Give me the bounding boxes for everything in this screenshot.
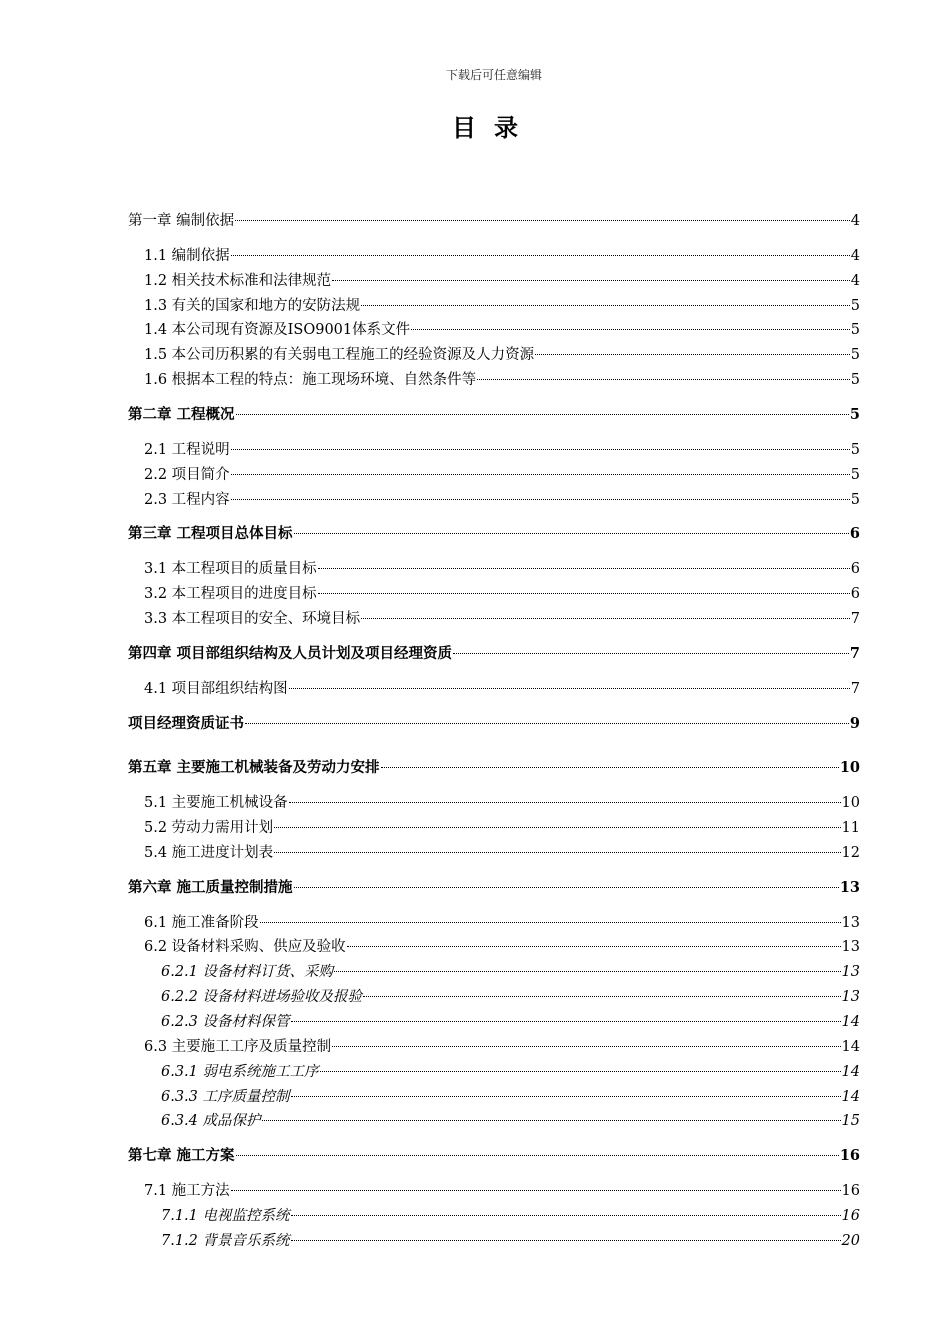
- toc-dot-leader: [236, 414, 849, 415]
- toc-entry-label: 1.3 有关的国家和地方的安防法规: [144, 297, 361, 314]
- toc-dot-leader: [334, 971, 841, 972]
- toc-dot-leader: [231, 499, 850, 500]
- toc-entry[interactable]: [144, 818, 860, 838]
- toc-entry[interactable]: [128, 644, 860, 664]
- toc-entry[interactable]: [144, 345, 860, 365]
- toc-dot-leader: [381, 767, 839, 768]
- toc-entry[interactable]: [128, 714, 860, 734]
- toc-entry-label: 第一章 编制依据: [128, 213, 235, 229]
- toc-entry-label: 6.3.3 工序质量控制: [161, 1088, 290, 1105]
- toc-entry-page: 5: [850, 491, 860, 508]
- toc-entry-label: 2.1 工程说明: [144, 441, 230, 458]
- toc-dot-leader: [291, 1096, 841, 1097]
- toc-dot-leader: [231, 449, 850, 450]
- toc-entry-label: 第七章 施工方案: [128, 1147, 235, 1165]
- toc-dot-leader: [361, 305, 850, 306]
- toc-entry-page: 5: [850, 466, 860, 483]
- toc-entry-label: 1.2 相关技术标准和法律规范: [144, 272, 332, 289]
- toc-dot-leader: [535, 354, 850, 355]
- toc-entry-page: 13: [841, 939, 860, 956]
- toc-dot-leader: [274, 852, 840, 853]
- toc-dot-leader: [289, 802, 841, 803]
- toc-entry-label: 1.5 本公司历积累的有关弱电工程施工的经验资源及人力资源: [144, 347, 535, 364]
- toc-entry-label: 5.4 施工进度计划表: [144, 844, 274, 861]
- toc-entry[interactable]: [144, 246, 860, 266]
- toc-entry-page: 14: [841, 1088, 860, 1105]
- toc-entry-label: 6.2.1 设备材料订货、采购: [161, 964, 334, 981]
- toc-entry[interactable]: [128, 524, 860, 544]
- toc-entry-label: 3.3 本工程项目的安全、环境目标: [144, 610, 361, 627]
- toc-entry-page: 11: [841, 820, 860, 836]
- toc-entry[interactable]: [161, 1087, 860, 1107]
- toc-dot-leader: [318, 593, 850, 594]
- toc-entry-page: 14: [841, 1014, 860, 1030]
- toc-entry[interactable]: [144, 465, 860, 485]
- toc-entry-label: 项目经理资质证书: [128, 714, 244, 732]
- toc-entry[interactable]: [144, 937, 860, 957]
- toc-entry-page: 6: [850, 586, 860, 603]
- toc-entry[interactable]: [161, 1206, 860, 1226]
- toc-dot-leader: [262, 1120, 841, 1121]
- toc-entry-page: 10: [839, 759, 860, 777]
- toc-entry-page: 10: [841, 795, 860, 812]
- toc-entry-page: 9: [849, 714, 860, 732]
- toc-entry-page: 5: [850, 372, 860, 389]
- toc-entry-page: 13: [841, 989, 860, 1006]
- toc-entry-page: 16: [841, 1207, 860, 1224]
- toc-entry-page: 15: [841, 1113, 860, 1130]
- toc-entry-label: 4.1 项目部组织结构图: [144, 680, 288, 697]
- toc-entry-page: 4: [850, 272, 860, 289]
- toc-entry[interactable]: [161, 987, 860, 1007]
- toc-entry-page: 14: [841, 1063, 860, 1080]
- toc-entry-label: 1.1 编制依据: [144, 247, 230, 264]
- toc-entry[interactable]: [144, 440, 860, 460]
- toc-entry-page: 12: [841, 844, 860, 861]
- toc-entry[interactable]: [144, 490, 860, 510]
- toc-dot-leader: [236, 1155, 839, 1156]
- toc-dot-leader: [291, 1215, 841, 1216]
- toc-entry-label: 第六章 施工质量控制措施: [128, 878, 293, 896]
- toc-entry-label: 7.1.1 电视监控系统: [161, 1207, 290, 1224]
- toc-dot-leader: [231, 255, 850, 256]
- toc-entry-page: 5: [850, 441, 860, 458]
- toc-entry-page: 5: [849, 406, 860, 423]
- toc-entry-label: 6.1 施工准备阶段: [144, 914, 259, 931]
- toc-entry-label: 6.3.4 成品保护: [161, 1113, 261, 1130]
- toc-entry[interactable]: [161, 1062, 860, 1082]
- toc-dot-leader: [332, 280, 850, 281]
- toc-entry-label: 6.3 主要施工工序及质量控制: [144, 1038, 332, 1055]
- toc-entry[interactable]: [144, 609, 860, 629]
- toc-entry[interactable]: [144, 271, 860, 291]
- toc-entry-label: 6.2.3 设备材料保管: [161, 1014, 290, 1030]
- toc-dot-leader: [294, 887, 839, 888]
- toc-entry-page: 16: [841, 1183, 860, 1199]
- toc-entry-label: 2.2 项目简介: [144, 466, 230, 483]
- toc-entry-label: 第二章 工程概况: [128, 406, 235, 423]
- toc-entry[interactable]: [144, 296, 860, 316]
- toc-entry-label: 第三章 工程项目总体目标: [128, 525, 293, 543]
- toc-dot-leader: [332, 1046, 840, 1047]
- toc-dot-leader: [291, 1240, 841, 1241]
- toc-entry[interactable]: [128, 1146, 860, 1166]
- toc-entry[interactable]: [144, 843, 860, 863]
- toc-dot-leader: [291, 1021, 841, 1022]
- toc-entry-page: 7: [850, 610, 860, 627]
- toc-entry[interactable]: [161, 962, 860, 982]
- toc-entry-label: 6.2 设备材料采购、供应及验收: [144, 939, 346, 956]
- toc-entry[interactable]: [144, 1037, 860, 1057]
- toc-entry[interactable]: [144, 370, 860, 390]
- toc-entry-label: 5.2 劳动力需用计划: [144, 820, 274, 836]
- toc-dot-leader: [289, 688, 850, 689]
- toc-entry[interactable]: [128, 878, 860, 898]
- toc-entry-page: 13: [841, 914, 860, 931]
- toc-entry-label: 3.2 本工程项目的进度目标: [144, 586, 317, 603]
- toc-dot-leader: [411, 329, 850, 330]
- toc-entry[interactable]: [144, 584, 860, 604]
- toc-entry-label: 7.1 施工方法: [144, 1183, 230, 1199]
- toc-entry-page: 4: [850, 213, 860, 229]
- toc-entry-label: 6.3.1 弱电系统施工工序: [161, 1063, 319, 1080]
- toc-entry-page: 5: [850, 322, 860, 339]
- toc-dot-leader: [260, 922, 841, 923]
- toc-dot-leader: [274, 827, 840, 828]
- toc-dot-leader: [294, 533, 849, 534]
- toc-entry-page: 13: [839, 878, 860, 896]
- toc-entry[interactable]: [161, 1231, 860, 1251]
- toc-entry[interactable]: [144, 559, 860, 579]
- toc-entry-page: 4: [850, 247, 860, 264]
- toc-entry[interactable]: [161, 1012, 860, 1032]
- toc-entry[interactable]: [144, 1181, 860, 1201]
- toc-dot-leader: [245, 723, 849, 724]
- page-title: 目录: [452, 113, 536, 142]
- toc-dot-leader: [347, 946, 841, 947]
- toc-entry-label: 3.1 本工程项目的质量目标: [144, 561, 317, 578]
- toc-entry-page: 5: [850, 297, 860, 314]
- toc-dot-leader: [320, 1071, 841, 1072]
- toc-entry-page: 14: [841, 1038, 860, 1055]
- toc-entry-label: 1.6 根据本工程的特点：施工现场环境、自然条件等: [144, 372, 477, 389]
- toc-entry-label: 5.1 主要施工机械设备: [144, 795, 288, 812]
- toc-entry-page: 5: [850, 347, 860, 364]
- toc-entry[interactable]: [144, 793, 860, 813]
- toc-entry[interactable]: [144, 320, 860, 340]
- toc-dot-leader: [318, 568, 850, 569]
- toc-entry-page: 16: [839, 1147, 860, 1165]
- toc-entry[interactable]: [144, 679, 860, 699]
- toc-entry[interactable]: [128, 211, 860, 231]
- toc-entry-page: 6: [850, 561, 860, 578]
- toc-dot-leader: [231, 1190, 841, 1191]
- toc-entry-page: 7: [850, 680, 860, 697]
- toc-entry-page: 6: [849, 525, 860, 543]
- toc-entry-label: 第四章 项目部组织结构及人员计划及项目经理资质: [128, 644, 453, 662]
- toc-dot-leader: [453, 653, 849, 654]
- toc-entry-label: 6.2.2 设备材料进场验收及报验: [161, 989, 363, 1006]
- toc-entry-label: 第五章 主要施工机械装备及劳动力安排: [128, 759, 380, 777]
- toc-entry-page: 20: [841, 1232, 860, 1249]
- toc-dot-leader: [361, 618, 850, 619]
- toc-dot-leader: [231, 474, 850, 475]
- toc-dot-leader: [363, 996, 841, 997]
- toc-entry-page: 7: [849, 644, 860, 662]
- toc-entry[interactable]: [144, 913, 860, 933]
- toc-entry-label: 1.4 本公司现有资源及ISO9001体系文件: [144, 322, 411, 339]
- toc-entry-page: 13: [841, 964, 860, 981]
- toc-entry[interactable]: [161, 1111, 860, 1131]
- toc-entry[interactable]: [128, 758, 860, 778]
- toc-dot-leader: [477, 379, 850, 380]
- toc-entry-label: 7.1.2 背景音乐系统: [161, 1232, 290, 1249]
- header-note: 下载后可任意编辑: [445, 68, 542, 82]
- toc-entry[interactable]: [128, 405, 860, 425]
- toc-dot-leader: [235, 220, 850, 221]
- toc-entry-label: 2.3 工程内容: [144, 491, 230, 508]
